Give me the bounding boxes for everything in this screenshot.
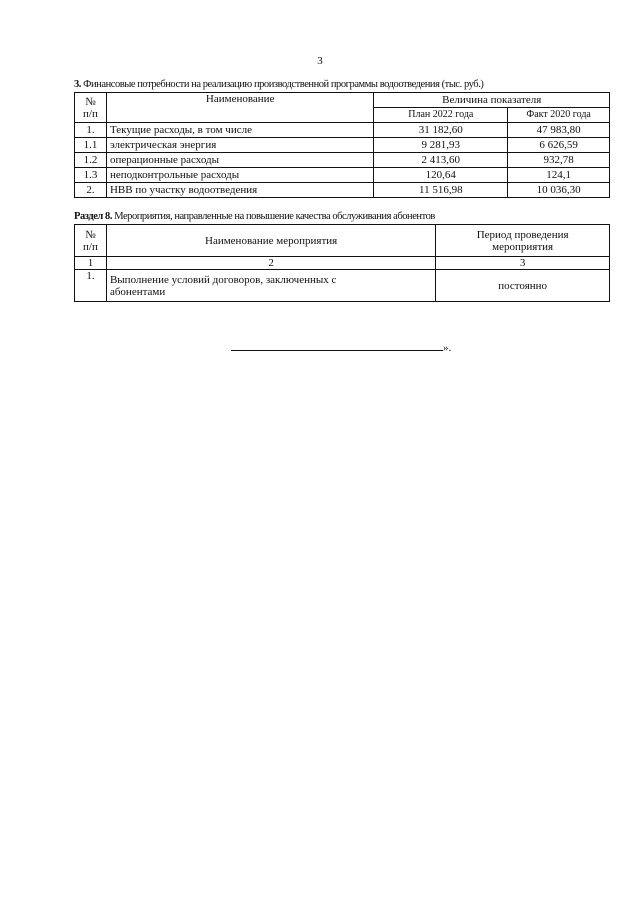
row-num: 1.3: [75, 168, 107, 183]
header-num-line1: №: [85, 228, 96, 241]
header-period: [436, 225, 610, 257]
row-period: постоянно: [436, 270, 610, 302]
index-cell: 1: [75, 257, 107, 270]
header-name: Наименование: [106, 93, 373, 123]
measures-table: [74, 224, 610, 302]
table-row: [75, 153, 610, 168]
closing-signature-line: [231, 340, 451, 354]
row-fact: 124,1: [508, 168, 610, 183]
row-num: 1.2: [75, 153, 107, 168]
header-num-line2: п/п: [83, 240, 98, 253]
header-measure-name: Наименование мероприятия: [106, 225, 435, 257]
table-row: [75, 270, 610, 302]
table-row: [75, 168, 610, 183]
section-heading-number: 3.: [74, 79, 81, 90]
header-num: [75, 225, 107, 257]
underline: [231, 340, 443, 351]
financial-needs-table: [74, 92, 610, 198]
section-heading-text: Финансовые потребности на реализацию производственной программы водоотведения (тыс. руб.): [83, 79, 484, 90]
row-plan: 2 413,60: [374, 153, 508, 168]
table-row: [75, 183, 610, 198]
header-period-line1: Период проведения: [476, 228, 569, 241]
page-number: 3: [317, 55, 323, 67]
row-name: неподконтрольные расходы: [106, 168, 373, 183]
header-num-line1: №: [85, 95, 96, 108]
row-name: НВВ по участку водоотведения: [106, 183, 373, 198]
index-row: [75, 257, 610, 270]
closing-quote-mark: ».: [443, 342, 452, 354]
index-cell: 3: [436, 257, 610, 270]
row-fact: 6 626,59: [508, 138, 610, 153]
row-num: 1.1: [75, 138, 107, 153]
row-num: 1.: [75, 123, 107, 138]
header-num: [75, 93, 107, 123]
row-num: 1.: [75, 270, 107, 302]
table-row: [75, 123, 610, 138]
section-heading-measures: [74, 211, 435, 222]
row-plan: 120,64: [374, 168, 508, 183]
header-fact: Факт 2020 года: [508, 108, 610, 123]
row-plan: 31 182,60: [374, 123, 508, 138]
row-measure-name: [106, 270, 435, 302]
row-plan: 11 516,98: [374, 183, 508, 198]
row-measure-name-line1: Выполнение условий договоров, заключенных с: [109, 273, 337, 286]
header-num-line2: п/п: [83, 107, 98, 120]
section-heading-text: Мероприятия, направленные на повышение качества обслуживания абонентов: [114, 211, 435, 222]
index-cell: 2: [106, 257, 435, 270]
row-fact: 47 983,80: [508, 123, 610, 138]
row-name: электрическая энергия: [106, 138, 373, 153]
section-heading-financial: [74, 79, 483, 90]
row-fact: 932,78: [508, 153, 610, 168]
section-heading-label: Раздел 8.: [74, 211, 113, 222]
row-fact: 10 036,30: [508, 183, 610, 198]
row-num: 2.: [75, 183, 107, 198]
row-plan: 9 281,93: [374, 138, 508, 153]
row-name: операционные расходы: [106, 153, 373, 168]
header-plan: План 2022 года: [374, 108, 508, 123]
table-row: [75, 138, 610, 153]
header-period-line2: мероприятия: [492, 240, 554, 253]
row-measure-name-line2: абонентами: [109, 285, 166, 298]
header-value: Величина показателя: [374, 93, 610, 108]
row-name: Текущие расходы, в том числе: [106, 123, 373, 138]
